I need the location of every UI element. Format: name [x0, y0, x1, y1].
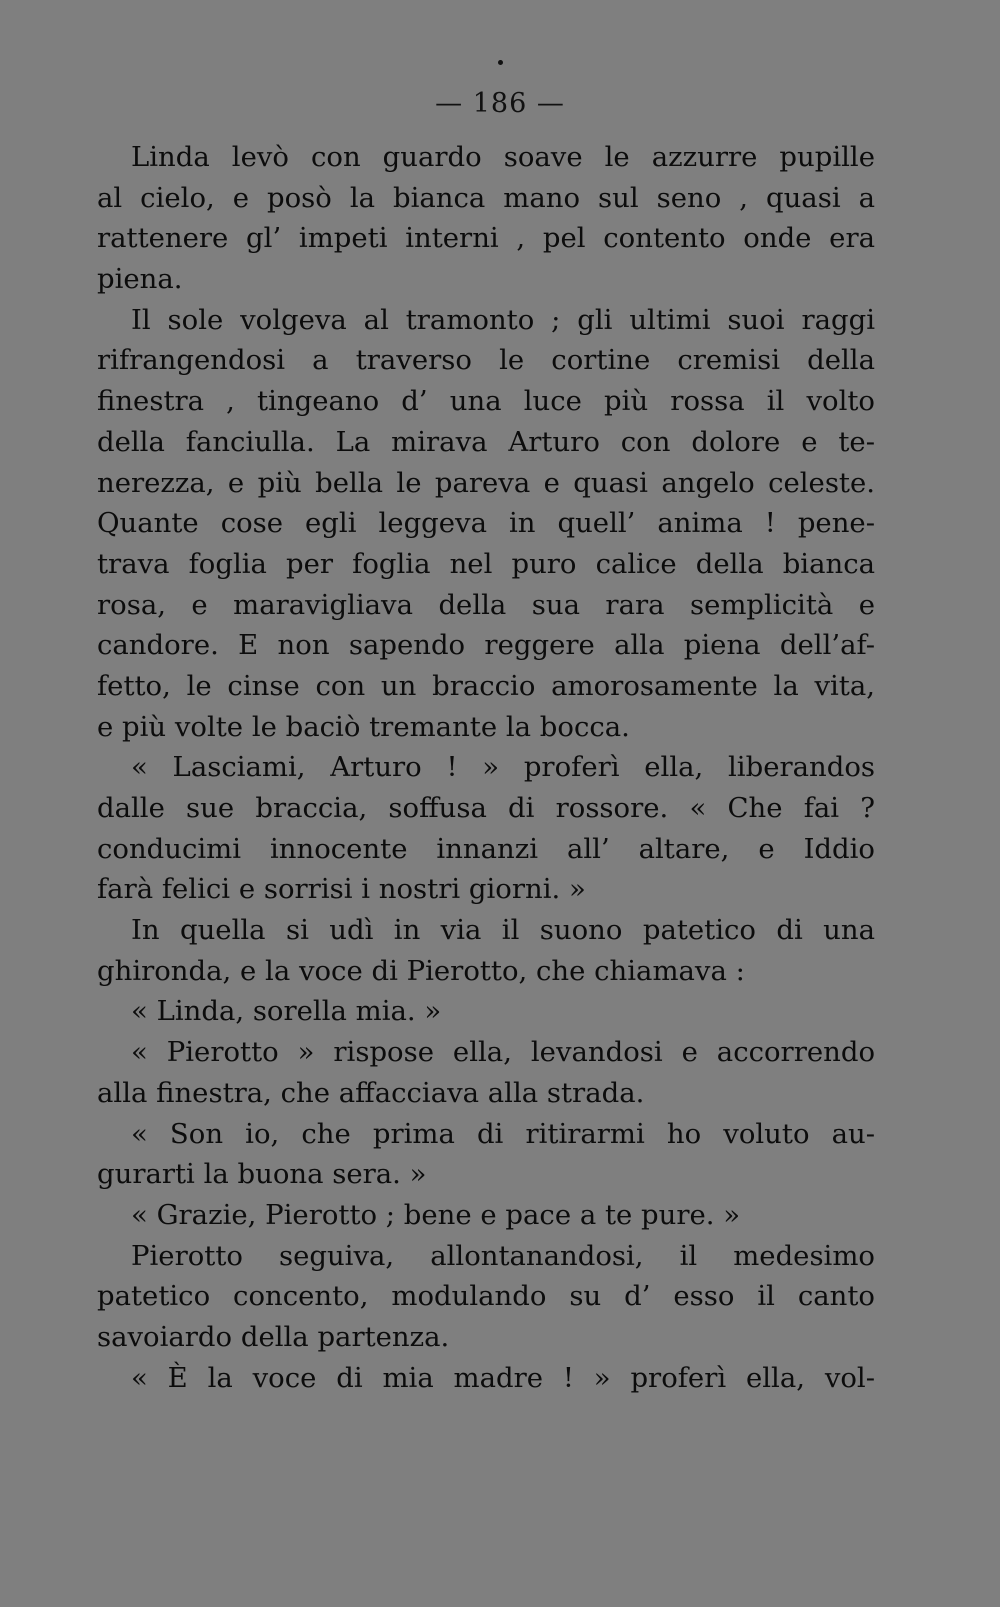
text-line: « È la voce di mia madre ! » proferì ella, vol- [131, 1361, 875, 1394]
text-line: dalle sue braccia, soffusa di rossore. « Che fai ? [97, 792, 875, 824]
text-line: ghironda, e la voce di Pierotto, che chiamava : [97, 954, 745, 987]
text-line: rattenere gl’ impeti interni , pel contento onde era [97, 222, 875, 255]
text-line: « Grazie, Pierotto ; bene e pace a te pure. » [131, 1198, 741, 1231]
text-line: e più volte le baciò tremante la bocca. [97, 710, 630, 743]
body-text [97, 137, 875, 1398]
text-line: In quella si udì in via il suono patetico di una [131, 914, 875, 947]
text-line: Linda levò con guardo soave le azzurre pupille [131, 141, 875, 173]
text-line: alla finestra, che affacciava alla strada. [97, 1076, 645, 1109]
text-line: « Lasciami, Arturo ! » proferì ella, liberandos [131, 751, 875, 784]
text-line: savoiardo della partenza. [97, 1320, 450, 1353]
text-line: rosa, e maravigliava della sua rara semplicità e [97, 588, 875, 621]
text-line: « Pierotto » rispose ella, levandosi e accorrendo [131, 1036, 875, 1069]
text-line: conducimi innocente innanzi all’ altare, e Iddio [97, 832, 875, 865]
text-line: fetto, le cinse con un braccio amorosamente la vita, [97, 669, 875, 702]
text-line: finestra , tingeano d’ una luce più rossa il volto [97, 385, 875, 418]
text-line: piena. [97, 263, 183, 296]
text-line: patetico concento, modulando su d’ esso il canto [97, 1280, 875, 1313]
text-line: trava foglia per foglia nel puro calice della bianca [97, 547, 875, 580]
ink-speck [498, 60, 503, 65]
text-line: gurarti la buona sera. » [97, 1158, 427, 1191]
text-line: Quante cose egli leggeva in quell’ anima ! pene- [97, 507, 875, 540]
text-line: Pierotto seguiva, allontanandosi, il medesimo [131, 1239, 875, 1272]
text-line: al cielo, e posò la bianca mano sul seno , quasi a [97, 181, 875, 214]
page-number: — 186 — [435, 88, 565, 119]
text-line: nerezza, e più bella le pareva e quasi angelo celeste. [97, 466, 875, 499]
text-line: candore. E non sapendo reggere alla piena dell’af- [97, 629, 875, 662]
text-line: farà felici e sorrisi i nostri giorni. » [97, 873, 586, 906]
text-line: « Linda, sorella mia. » [131, 995, 442, 1028]
text-line: Il sole volgeva al tramonto ; gli ultimi suoi raggi [131, 303, 875, 336]
text-line: « Son io, che prima di ritirarmi ho voluto au- [131, 1117, 875, 1150]
text-line: della fanciulla. La mirava Arturo con dolore e te- [97, 425, 875, 458]
text-line: rifrangendosi a traverso le cortine cremisi della [97, 344, 875, 377]
